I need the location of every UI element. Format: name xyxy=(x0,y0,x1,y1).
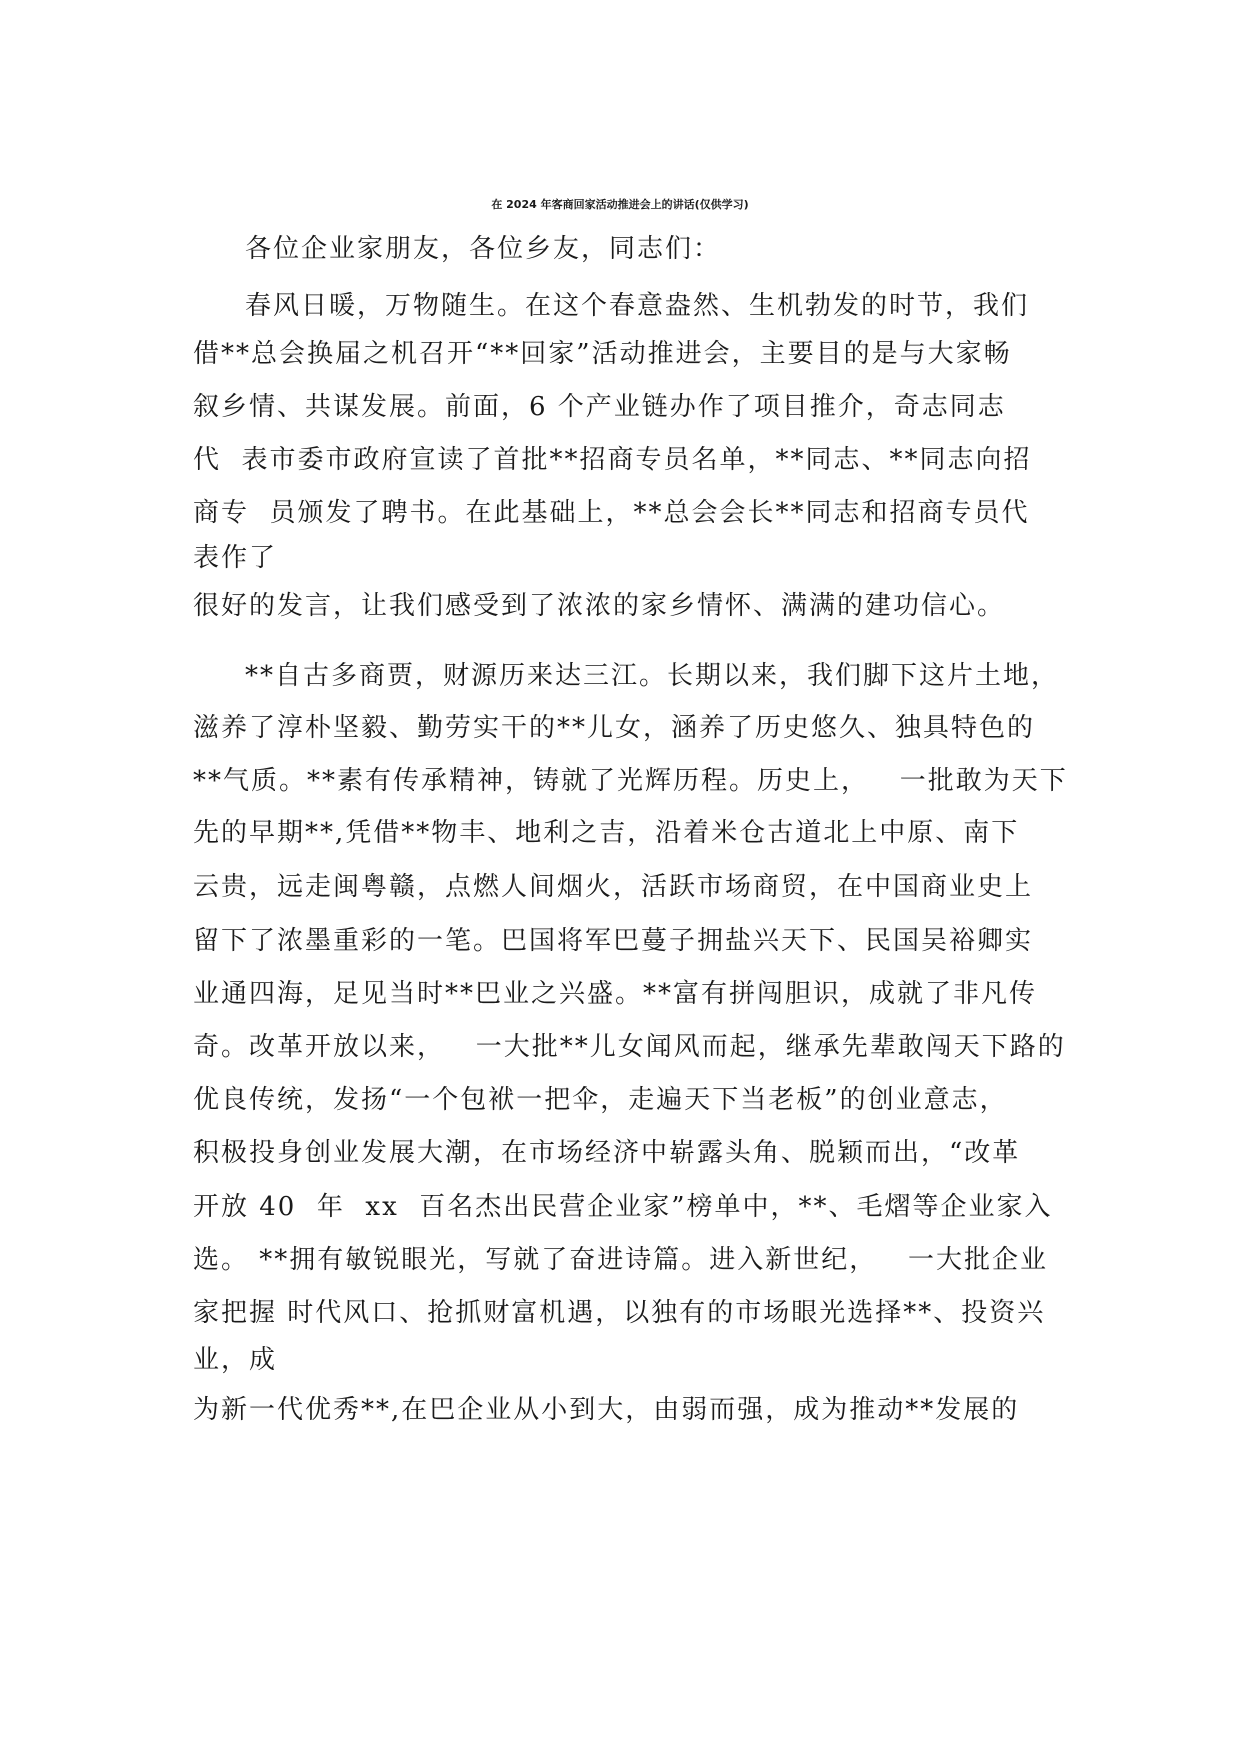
body-line: 积极投身创业发展大潮，在市场经济中崭露头角、脱颖而出，“改革 xyxy=(193,1138,1021,1168)
body-line: 很好的发言，让我们感受到了浓浓的家乡情怀、满满的建功信心。 xyxy=(193,591,1006,621)
body-line: 商专 员颁发了聘书。在此基础上，**总会会长**同志和招商专员代 xyxy=(193,498,1030,528)
body-line: 叙乡情、共谋发展。前面，6 个产业链办作了项目推介，奇志同志 xyxy=(193,392,1006,422)
body-line: **自古多商贾，财源历来达三江。长期以来，我们脚下这片土地， xyxy=(245,661,1060,691)
body-line: 开放 40 年 xx 百名杰出民营企业家”榜单中，**、毛熠等企业家入 xyxy=(193,1192,1053,1222)
body-line: 业通四海，足见当时**巴业之兴盛。**富有拼闯胆识，成就了非凡传 xyxy=(193,979,1038,1009)
body-line: 云贵，远走闽粤赣，点燃人间烟火，活跃市场商贸，在中国商业史上 xyxy=(193,872,1034,902)
body-line: 奇。改革开放以来， 一大批**儿女闻风而起，继承先辈敢闯天下路的 xyxy=(193,1032,1066,1062)
body-line: 留下了浓墨重彩的一笔。巴国将军巴蔓子拥盐兴天下、民国吴裕卿实 xyxy=(193,926,1034,956)
body-line: 业，成 xyxy=(193,1345,278,1375)
body-line: **气质。**素有传承精神，铸就了光辉历程。历史上， 一批敢为天下 xyxy=(193,766,1068,796)
document-title: 在 2024 年客商回家活动推进会上的讲话(仅供学习) xyxy=(491,198,749,211)
body-line: 借**总会换届之机召开“**回家”活动推进会，主要目的是与大家畅 xyxy=(193,339,1012,369)
body-line: 表作了 xyxy=(193,543,278,573)
body-line: 选。 **拥有敏锐眼光，写就了奋进诗篇。进入新世纪， 一大批企业 xyxy=(193,1245,1049,1275)
salutation-line: 各位企业家朋友，各位乡友，同志们： xyxy=(245,234,722,264)
body-line: 代 表市委市政府宣读了首批**招商专员名单，**同志、**同志向招 xyxy=(193,445,1032,475)
body-line: 家把握 时代风口、抢抓财富机遇，以独有的市场眼光选择**、投资兴 xyxy=(193,1298,1046,1328)
body-line: 优良传统，发扬“一个包袱一把伞，走遍天下当老板”的创业意志， xyxy=(193,1085,1008,1115)
body-line: 滋养了淳朴坚毅、勤劳实干的**儿女，涵养了历史悠久、独具特色的 xyxy=(193,713,1036,743)
body-line: 春风日暖，万物随生。在这个春意盎然、生机勃发的时节，我们 xyxy=(245,291,1030,321)
body-line: 为新一代优秀**,在巴企业从小到大，由弱而强，成为推动**发展的 xyxy=(193,1395,1020,1425)
body-line: 先的早期**,凭借**物丰、地利之吉，沿着米仓古道北上中原、南下 xyxy=(193,818,1020,848)
